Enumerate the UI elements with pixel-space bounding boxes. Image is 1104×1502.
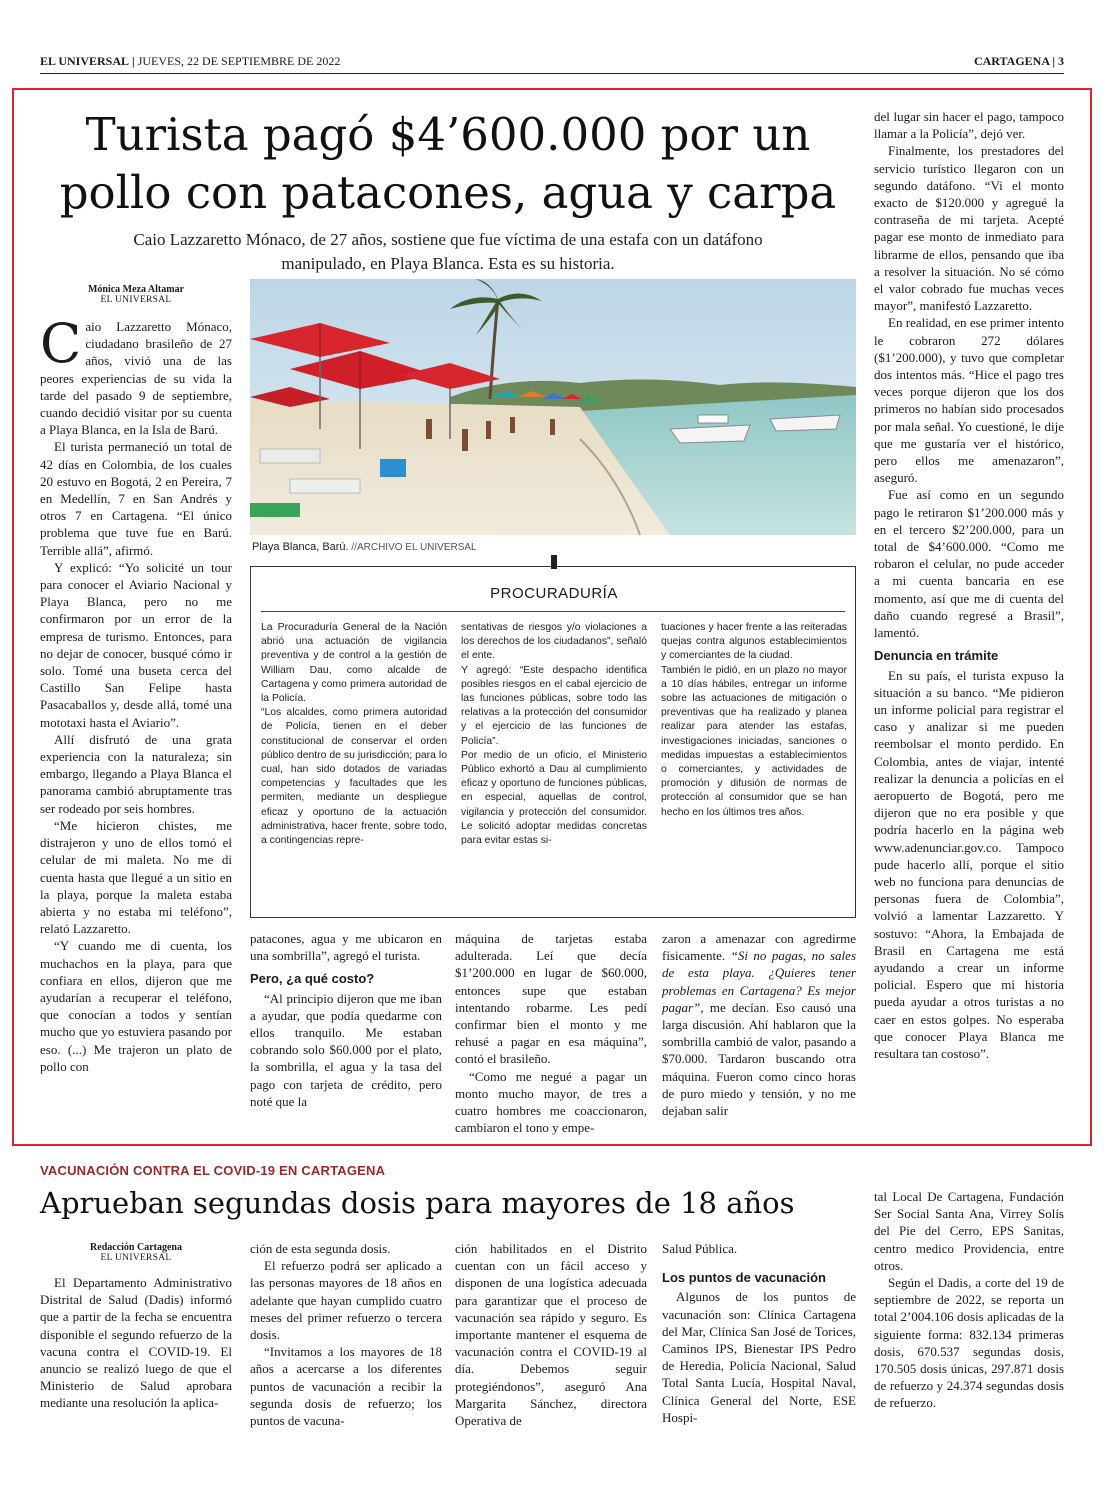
headline-line-2: pollo con patacones, agua y carpa bbox=[59, 166, 837, 219]
page-number: 3 bbox=[1058, 54, 1064, 68]
subhead-denuncia: Denuncia en trámite bbox=[874, 648, 999, 664]
byline bbox=[40, 284, 232, 305]
second-author-org: EL UNIVERSAL bbox=[100, 1253, 172, 1263]
caption-text: Playa Blanca, Barú. bbox=[252, 541, 349, 553]
second-kicker: VACUNACIÓN CONTRA EL COVID-19 EN CARTAGENA bbox=[40, 1163, 386, 1178]
threat-quote: “Si no pagas, no sales de esta playa. ¿Quieres tener problemas en Cartagena? Es mejor pagar” bbox=[662, 948, 856, 1015]
second-col-3: ción habilitados en el Distrito cuentan con un fácil acceso y disponen de una logística adecuada para garantizar que el proceso de vacunación sea rápido y seguro. Es importante mantener el esquema de vacunación contra el COVID-19 al día. Debemos seguir protegiéndonos”, aseguró Ana Margarita Sánchez, directora Operativa de bbox=[455, 1241, 647, 1429]
subhead-costo: Pero, ¿a qué costo? bbox=[250, 971, 375, 987]
subhead-puntos: Los puntos de vacunación bbox=[662, 1270, 826, 1286]
main-col-4: zaron a amenazar con agredirme físicamente. “Si no pagas, no sales de esta playa. ¿Quieres tener problemas en Cartagena? Es mejor pagar”, me decían. Eso causó una larga discusión. Ahí hablaron que la sombrilla cambió de valor, pasando a $70.000. Tardaron buscando otra máquina. Fueron como cinco horas de puro miedo y tensión, y no me dejaban salir bbox=[662, 931, 856, 1119]
second-author: Redacción Cartagena bbox=[90, 1242, 182, 1253]
dropcap: C bbox=[40, 312, 82, 375]
page-header: EL UNIVERSAL | JUEVES, 22 DE SEPTIEMBRE DE 2022 CARTAGENA | 3 bbox=[40, 54, 1064, 68]
main-col-3: máquina de tarjetas estaba adulterada. Leí que decía $1’200.000 en lugar de $60.000, entonces supe que estaban intentando robarme. Les pedí confirmar bien el monto y me rehusé a pagar en esa máquina”, contó el brasileño. “Como me negué a pagar un monto mucho mayor, de tres a cuatro hombres me coaccionaron, cambiaron el tono y empe- bbox=[455, 931, 647, 1136]
issue-date: JUEVES, 22 DE SEPTIEMBRE DE 2022 bbox=[137, 54, 341, 68]
author-org: EL UNIVERSAL bbox=[100, 295, 172, 305]
main-col-5: del lugar sin hacer el pago, tampoco llamar a la Policía”, dejó ver. Finalmente, los prestadores del servicio turístico llegaron con un segundo datáfono. “Vi el monto exacto de $120.000 y agregué la contraseña de mi tarjeta. Acepté pagar ese monto de inmediato para librarme de ellos, pensando que iba a resolver la situación. No sé cómo el valor cobrado fue muchas veces mayor”, manifestó Lazzaretto. En realidad, en ese primer intento le cobraron 272 dólares ($1’200.000), y tuvo que completar dos intentos más. “Hice el pago tres veces porque dijeron que los dos primeros no habían sido procesados por mala señal. Yo cuestioné, le dije que me gustaría ver el histórico, pero ellos me amenazaron”, aseguró. Fue así como en un segundo pago le retiraron $1’200.000 más y en el tercero $2’200.000, para un total de $4’600.000. “Como me robaron el celular, no pude acceder a mi cuenta bancaria en ese momento, así que me di cuenta del daño cuando regresé a Brasil”, lamentó. Denuncia en trámite En su país, el turista expuso la situación a su banco. “Me pidieron un informe policial para registrar el caso y analizar si me pueden reembolsar el monto perdido. En Colombia, antes de viajar, intenté realizar la denuncia a policías en el aeropuerto de Bogotá, pero me dijeron que no era posible y que podría hacerlo en la página web www.adenunciar.gov.co. Tampoco pude hacerlo allí, porque el sitio web no funciona para denuncias de personas fuera de Colombia”, volvió a lamentar Lazzaretto. Y sostuvo: “Ahora, la Embajada de Brasil en Cartagena me está ayudando a crear un informe policial. Espero que mi historia pueda ayudar a otros turistas a no caer en estos golpes. No esperaba que conocer Playa Blanca me resultara tan costoso”. bbox=[874, 109, 1064, 1061]
box-title: PROCURADURÍA bbox=[490, 585, 618, 602]
second-col-1: El Departamento Administrativo Distrital de Salud (Dadis) informó que a partir de la fecha se encuentra disponible el segundo refuerzo de la vacuna contra el COVID-19. El anuncio se realizó luego de que el Ministerio de Salud aprobara mediante una resolución la aplica- bbox=[40, 1275, 232, 1411]
headline-line-1: Turista pagó $4’600.000 por un bbox=[85, 108, 811, 161]
author-name: Mónica Meza Altamar bbox=[87, 284, 185, 295]
second-headline: Aprueban segundas dosis para mayores de 18 años bbox=[40, 1186, 795, 1220]
beach-photo bbox=[250, 279, 856, 535]
paper-name: EL UNIVERSAL bbox=[40, 54, 130, 68]
second-col-5: tal Local De Cartagena, Fundación Ser Social Santa Ana, Virrey Solís del Pie del Cerro, EPS Sanitas, centro medico Providencia, entre otros. Según el Dadis, a corte del 19 de septiembre de 2022, se reporta un total 2’004.106 dosis aplicadas de la siguiente forma: 832.134 primeras dosis, 670.537 segundas dosis, 170.505 dosis únicas, 297.871 dosis de refuerzo y 24.374 segundas dosis de refuerzo. bbox=[874, 1189, 1064, 1411]
section-name: CARTAGENA bbox=[973, 54, 1050, 68]
main-col-1: Caio Lazzaretto Mónaco, ciudadano brasileño de 27 años, vivió una de las peores experiencias de su vida la tarde del pasado 9 de septiembre, cuando decidió visitar por su cuenta a Playa Blanca, en la Isla de Barú. El turista permaneció un total de 42 días en Colombia, de los cuales 20 estuvo en Bogotá, 2 en Pereira, 7 en Medellín, 7 en San Andrés y otros 7 en Cartagena. “El único problema que tuve fue en Barú. Terrible allá”, afirmó. Y explicó: “Yo solicité un tour para conocer el Aviario Nacional y Playa Blanca, pero no me confirmaron por un error de la empresa de turismo. Entonces, para no dejar de conocer, busqué cómo ir solo. Tomé una buseta cerca del Castillo San Felipe hasta Pasacaballos y, desde allá, tomé una mototaxi hasta el Aviario”. Allí disfrutó de una grata experiencia con la naturaleza; sin embargo, llegando a Playa Blanca el panorama cambió abruptamente tras ser rodeado por seis hombres. “Me hicieron chistes, me distrajeron y uno de ellos tomó el celular de mi maleta. No me di cuenta hasta que llegué a un sitio en la playa, porque la maleta estaba abierta y no estaba mi teléfono”, relató Lazzaretto. “Y cuando me di cuenta, los muchachos en la playa, para que confiara en ellos, dijeron que me ayudarían a recuperar el teléfono, que conocían a todos y sentían mucho que yo estuviera pasando por eso. (...) Me trajeron un plato de pollo con bbox=[40, 312, 232, 1074]
deck: Caio Lazzaretto Mónaco, de 27 años, sostiene que fue víctima de una estafa con un datáfono manipulado, en Playa Blanca. Esta es su historia. bbox=[133, 230, 763, 273]
procuraduria-box bbox=[250, 566, 856, 918]
box-title-rule bbox=[261, 611, 845, 612]
box-col-2: sentativas de riesgos y/o violaciones a los derechos de los ciudadanos”, señaló el ente. Y agregó: “Este despacho identifica posibles riesgos en el cabal ejercicio de las funciones públicas, sobre todo las relativas a la protección del consumidor y el ejercicio de las funciones de Policía”. Por medio de un oficio, el Ministerio Público exhortó a Dau al cumplimiento eficaz y oportuno de funciones públicas, en especial, aquellas de control, vigilancia y protección del consumidor. Le solicitó adoptar medidas concretas para evitar estas si- bbox=[461, 622, 647, 847]
beach-photo-image bbox=[250, 279, 856, 535]
second-byline bbox=[40, 1242, 232, 1263]
header-rule bbox=[40, 73, 1064, 74]
second-col-2: ción de esta segunda dosis. El refuerzo podrá ser aplicado a las personas mayores de 18 años en adelante que hayan cumplido cuatro meses del primer refuerzo o tercera dosis. “Invitamos a los mayores de 18 años a acercarse a los diferentes puntos de vacunación a recibir la segunda dosis de refuerzo; los puntos de vacuna- bbox=[250, 1241, 442, 1429]
caption-credit: //ARCHIVO EL UNIVERSAL bbox=[348, 542, 477, 553]
box-top-notch bbox=[551, 555, 557, 569]
headline bbox=[40, 106, 856, 222]
second-col-4: Salud Pública. Los puntos de vacunación Algunos de los puntos de vacunación son: Clínica Cartagena del Mar, Clínica San José de Torices, Caminos IPS, Bienestar IPS Pedro de Heredia, Policía Nacional, Salud Total Santa Lucía, Hospital Naval, Clínica General del Norte, ESE Hospi- bbox=[662, 1241, 856, 1425]
box-col-3: tuaciones y hacer frente a las reiteradas quejas contra algunos establecimientos y comerciantes de la ciudad. También le pidió, en un plazo no mayor a 10 días hábiles, entregar un informe sobre las actuaciones de mitigación o preventivas que ha realizado y planea realizar para atender las estafas, investigaciones iniciadas, sanciones o medidas impuestas a establecimientos o comerciantes, y actividades de promoción y difusión de normas de protección al consumidor que se han hecho en los últimos tres años. bbox=[661, 622, 847, 818]
box-col-1: La Procuraduría General de la Nación abrió una actuación de vigilancia preventiva y de control a la gestión de William Dau, como alcalde de Cartagena y como primera autoridad de la Policía. “Los alcaldes, como primera autoridad de Policía, tienen en el deber constitucional de conservar el orden público dentro de su jurisdicción; para lo cual, han sido dotados de variadas competencias y facultades que les permiten, mediante un despliegue eficaz y oportuno de la actuación administrativa, hacer frente, sobre todo, a contingencias repre- bbox=[261, 622, 447, 847]
main-col-2: patacones, agua y me ubicaron en una sombrilla”, agregó el turista. Pero, ¿a qué costo? “Al principio dijeron que me iban a ayudar, que podía quedarme con ellos tranquilo. Me estaban cobrando solo $60.000 por el plato, la sombrilla, el agua y la tasa del pago con tarjeta de crédito, pero noté que la bbox=[250, 931, 442, 1109]
photo-caption bbox=[252, 541, 477, 553]
